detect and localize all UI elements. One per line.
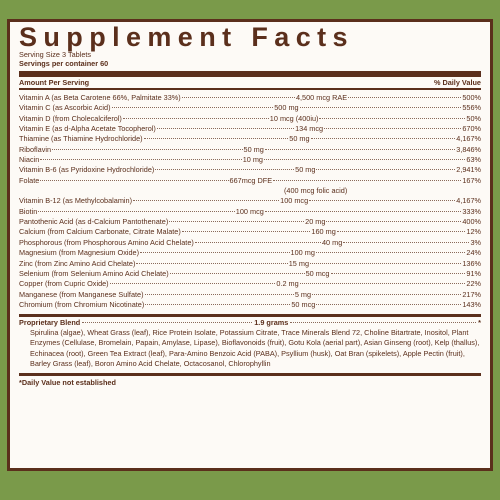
nutrient-amount: 5 mg (294, 289, 312, 299)
leader-dots (133, 199, 279, 201)
leader-dots (311, 137, 456, 139)
nutrient-amount: 10 mg (242, 155, 263, 165)
proprietary-blend-row (19, 317, 481, 328)
nutrient-row (19, 259, 481, 269)
nutrient-name: Biotin (19, 206, 38, 216)
nutrient-name: Folate (19, 175, 40, 185)
bottom-divider (19, 373, 481, 376)
leader-dots (300, 106, 462, 108)
leader-dots (145, 293, 294, 295)
leader-dots (300, 282, 466, 284)
nutrient-amount: 50 mg (289, 134, 310, 144)
column-header (19, 77, 481, 88)
nutrient-row (19, 238, 481, 248)
nutrient-daily-value: 136% (462, 258, 481, 268)
servings-per-container: Servings per container 60 (19, 58, 109, 68)
nutrient-daily-value: 333% (462, 206, 481, 216)
proprietary-blend-label: Proprietary Blend (19, 318, 81, 328)
nutrient-amount: 4,500 mcg RAE (295, 93, 348, 102)
leader-dots (316, 168, 455, 170)
panel-title: Supplement Facts (19, 22, 354, 52)
leader-dots (145, 303, 290, 305)
leader-dots (38, 210, 235, 212)
nutrient-row (19, 269, 481, 279)
nutrient-name: Copper (from Cupric Oxide) (19, 279, 109, 289)
leader-dots (82, 322, 252, 323)
nutrient-daily-value: 91% (466, 268, 482, 278)
nutrient-name: Manganese (from Manganese Sulfate) (19, 289, 144, 299)
nutrient-amount: 100 mcg (235, 206, 264, 216)
leader-dots (123, 117, 269, 119)
nutrient-name: Calcium (from Calcium Carbonate, Citrate Malate) (19, 227, 181, 237)
nutrient-daily-value: 167% (462, 175, 482, 185)
nutrient-daily-value: 4,167% (456, 134, 481, 144)
header-amount-per-serving: Amount Per Serving (19, 78, 90, 87)
nutrient-row (19, 290, 481, 300)
nutrient-row (19, 103, 481, 113)
leader-dots (324, 127, 461, 129)
proprietary-ingredients: Spirulina (algae), Wheat Grass (leaf), Rice Protein Isolate, Potassium Citrate, Trace Minerals Blend 72, Choline Bitartrate, Inositol, Plant Enzymes (Cellulase, Bromelain, Papain, Amylase, Lipase), Bioflavonoids (fruit), Gotu Kola (aerial part), Asian Ginseng (root), Kelp (thallus), Echinacea (root), Green Tea Extract (leaf), Para-Amino Benzoic Acid (PABA), Psyllium (husk), Oat Bran (spikelets), Apple Pectin (fruit), Barley Grass (leaf), Boron Amino Acid Chelate, Octacosanol, Chlorophyllin (30, 328, 480, 368)
leader-dots (331, 272, 466, 274)
nutrient-row (19, 227, 481, 237)
nutrient-daily-value: 143% (462, 299, 481, 309)
leader-dots (40, 179, 228, 181)
nutrient-row (19, 134, 481, 144)
leader-dots (264, 158, 465, 160)
nutrient-daily-value: 217% (462, 289, 481, 299)
leader-dots (169, 220, 304, 222)
header-daily-value: % Daily Value (433, 78, 481, 87)
nutrient-amount: 10 mcg (400iu) (269, 113, 319, 123)
nutrient-amount: 50 mg (295, 165, 316, 175)
leader-dots (265, 210, 462, 212)
leader-dots (110, 282, 276, 284)
nutrient-daily-value: 3,846% (456, 144, 482, 154)
thin-divider (19, 88, 481, 90)
nutrient-amount: 40 mg (322, 237, 343, 247)
leader-dots (326, 220, 461, 222)
nutrient-row (19, 145, 481, 155)
nutrient-name: Phosphorous (from Phosphorous Amino Acid Chelate) (19, 237, 194, 247)
leader-dots (273, 179, 461, 181)
nutrient-daily-value: 50% (466, 113, 481, 123)
leader-dots (310, 262, 461, 264)
leader-dots (155, 168, 294, 170)
nutrient-name: Vitamin D (from Cholecalciferol) (19, 113, 122, 123)
nutrient-name: Pantothenic Acid (as d-Calcium Pantothenate) (19, 217, 169, 227)
nutrient-amount: 20 mg (305, 217, 326, 227)
nutrient-amount: 160 mg (311, 227, 336, 237)
leader-dots (157, 127, 294, 129)
leader-dots (290, 322, 476, 323)
leader-dots (309, 199, 455, 201)
supplement-facts-panel (7, 19, 493, 471)
nutrient-amount: 50 mcg (305, 268, 330, 278)
nutrient-daily-value: 500% (462, 93, 482, 102)
nutrient-amount: 15 mg (288, 258, 309, 268)
leader-dots (316, 303, 461, 305)
leader-dots (319, 117, 465, 119)
nutrient-list (19, 93, 481, 310)
nutrient-name: Vitamin B-6 (as Pyridoxine Hydrochloride) (19, 165, 155, 175)
nutrient-amount: 100 mcg (280, 196, 309, 206)
footnote: *Daily Value not established (19, 378, 116, 388)
nutrient-daily-value: 670% (462, 124, 481, 134)
leader-dots (312, 293, 461, 295)
nutrient-row (19, 196, 481, 206)
nutrient-row (19, 155, 481, 165)
nutrient-daily-value: 4,167% (456, 196, 482, 206)
leader-dots (52, 148, 242, 150)
nutrient-daily-value: 2,941% (456, 165, 482, 175)
nutrient-name: Niacin (19, 155, 40, 165)
nutrient-row (19, 165, 481, 175)
nutrient-daily-value: 24% (466, 248, 481, 258)
proprietary-blend-amount: 1.9 grams (254, 318, 289, 328)
nutrient-amount: 50 mcg (291, 299, 316, 309)
leader-dots (265, 148, 455, 150)
leader-dots (144, 137, 289, 139)
leader-dots (182, 230, 311, 232)
nutrient-name: Riboflavin (19, 144, 52, 154)
leader-dots (343, 241, 469, 243)
leader-dots (136, 262, 287, 264)
nutrient-subnote: (400 mcg folic acid) (284, 186, 348, 196)
nutrient-row (19, 217, 481, 227)
nutrient-amount: 134 mcg (295, 124, 324, 134)
nutrient-name: Thiamine (as Thiamine Hydrochloride) (19, 134, 143, 144)
nutrient-row (19, 93, 481, 103)
nutrient-daily-value: 556% (462, 103, 481, 113)
leader-dots (112, 106, 274, 108)
nutrient-amount: 667mcg DFE (229, 175, 273, 185)
leader-dots (348, 96, 461, 98)
nutrient-name: Vitamin C (as Ascorbic Acid) (19, 103, 111, 113)
nutrient-name: Zinc (from Zinc Amino Acid Chelate) (19, 258, 136, 268)
proprietary-blend-dv: * (478, 318, 481, 328)
nutrient-amount: 100 mg (290, 248, 315, 258)
serving-size: Serving Size 3 Tablets (19, 50, 92, 59)
leader-dots (170, 272, 305, 274)
nutrient-row (19, 207, 481, 217)
leader-dots (182, 96, 295, 98)
nutrient-name: Magnesium (from Magnesium Oxide) (19, 248, 140, 258)
nutrient-row (19, 300, 481, 310)
nutrient-row (19, 279, 481, 289)
nutrient-amount: 0.2 mg (276, 279, 299, 289)
nutrient-name: Vitamin B-12 (as Methylcobalamin) (19, 196, 133, 206)
nutrient-name: Vitamin E (as d-Alpha Acetate Tocopherol) (19, 124, 156, 134)
nutrient-daily-value: 12% (466, 227, 481, 237)
nutrient-row (19, 248, 481, 258)
leader-dots (316, 251, 466, 253)
leader-dots (140, 251, 290, 253)
nutrient-row (19, 124, 481, 134)
nutrient-daily-value: 22% (466, 279, 482, 289)
nutrient-daily-value: 3% (470, 237, 481, 247)
nutrient-name: Selenium (from Selenium Amino Acid Chelate) (19, 268, 169, 278)
nutrient-daily-value: 63% (466, 155, 482, 165)
nutrient-row (19, 114, 481, 124)
nutrient-amount: 500 mg (274, 103, 299, 113)
nutrient-amount: 50 mg (243, 144, 264, 154)
nutrient-daily-value: 400% (462, 217, 481, 227)
nutrient-name: Vitamin A (as Beta Carotene 66%, Palmitate 33%) (19, 93, 181, 102)
leader-dots (40, 158, 241, 160)
nutrient-name: Chromium (from Chromium Nicotinate) (19, 299, 145, 309)
leader-dots (337, 230, 466, 232)
nutrient-row (19, 176, 481, 186)
leader-dots (195, 241, 321, 243)
